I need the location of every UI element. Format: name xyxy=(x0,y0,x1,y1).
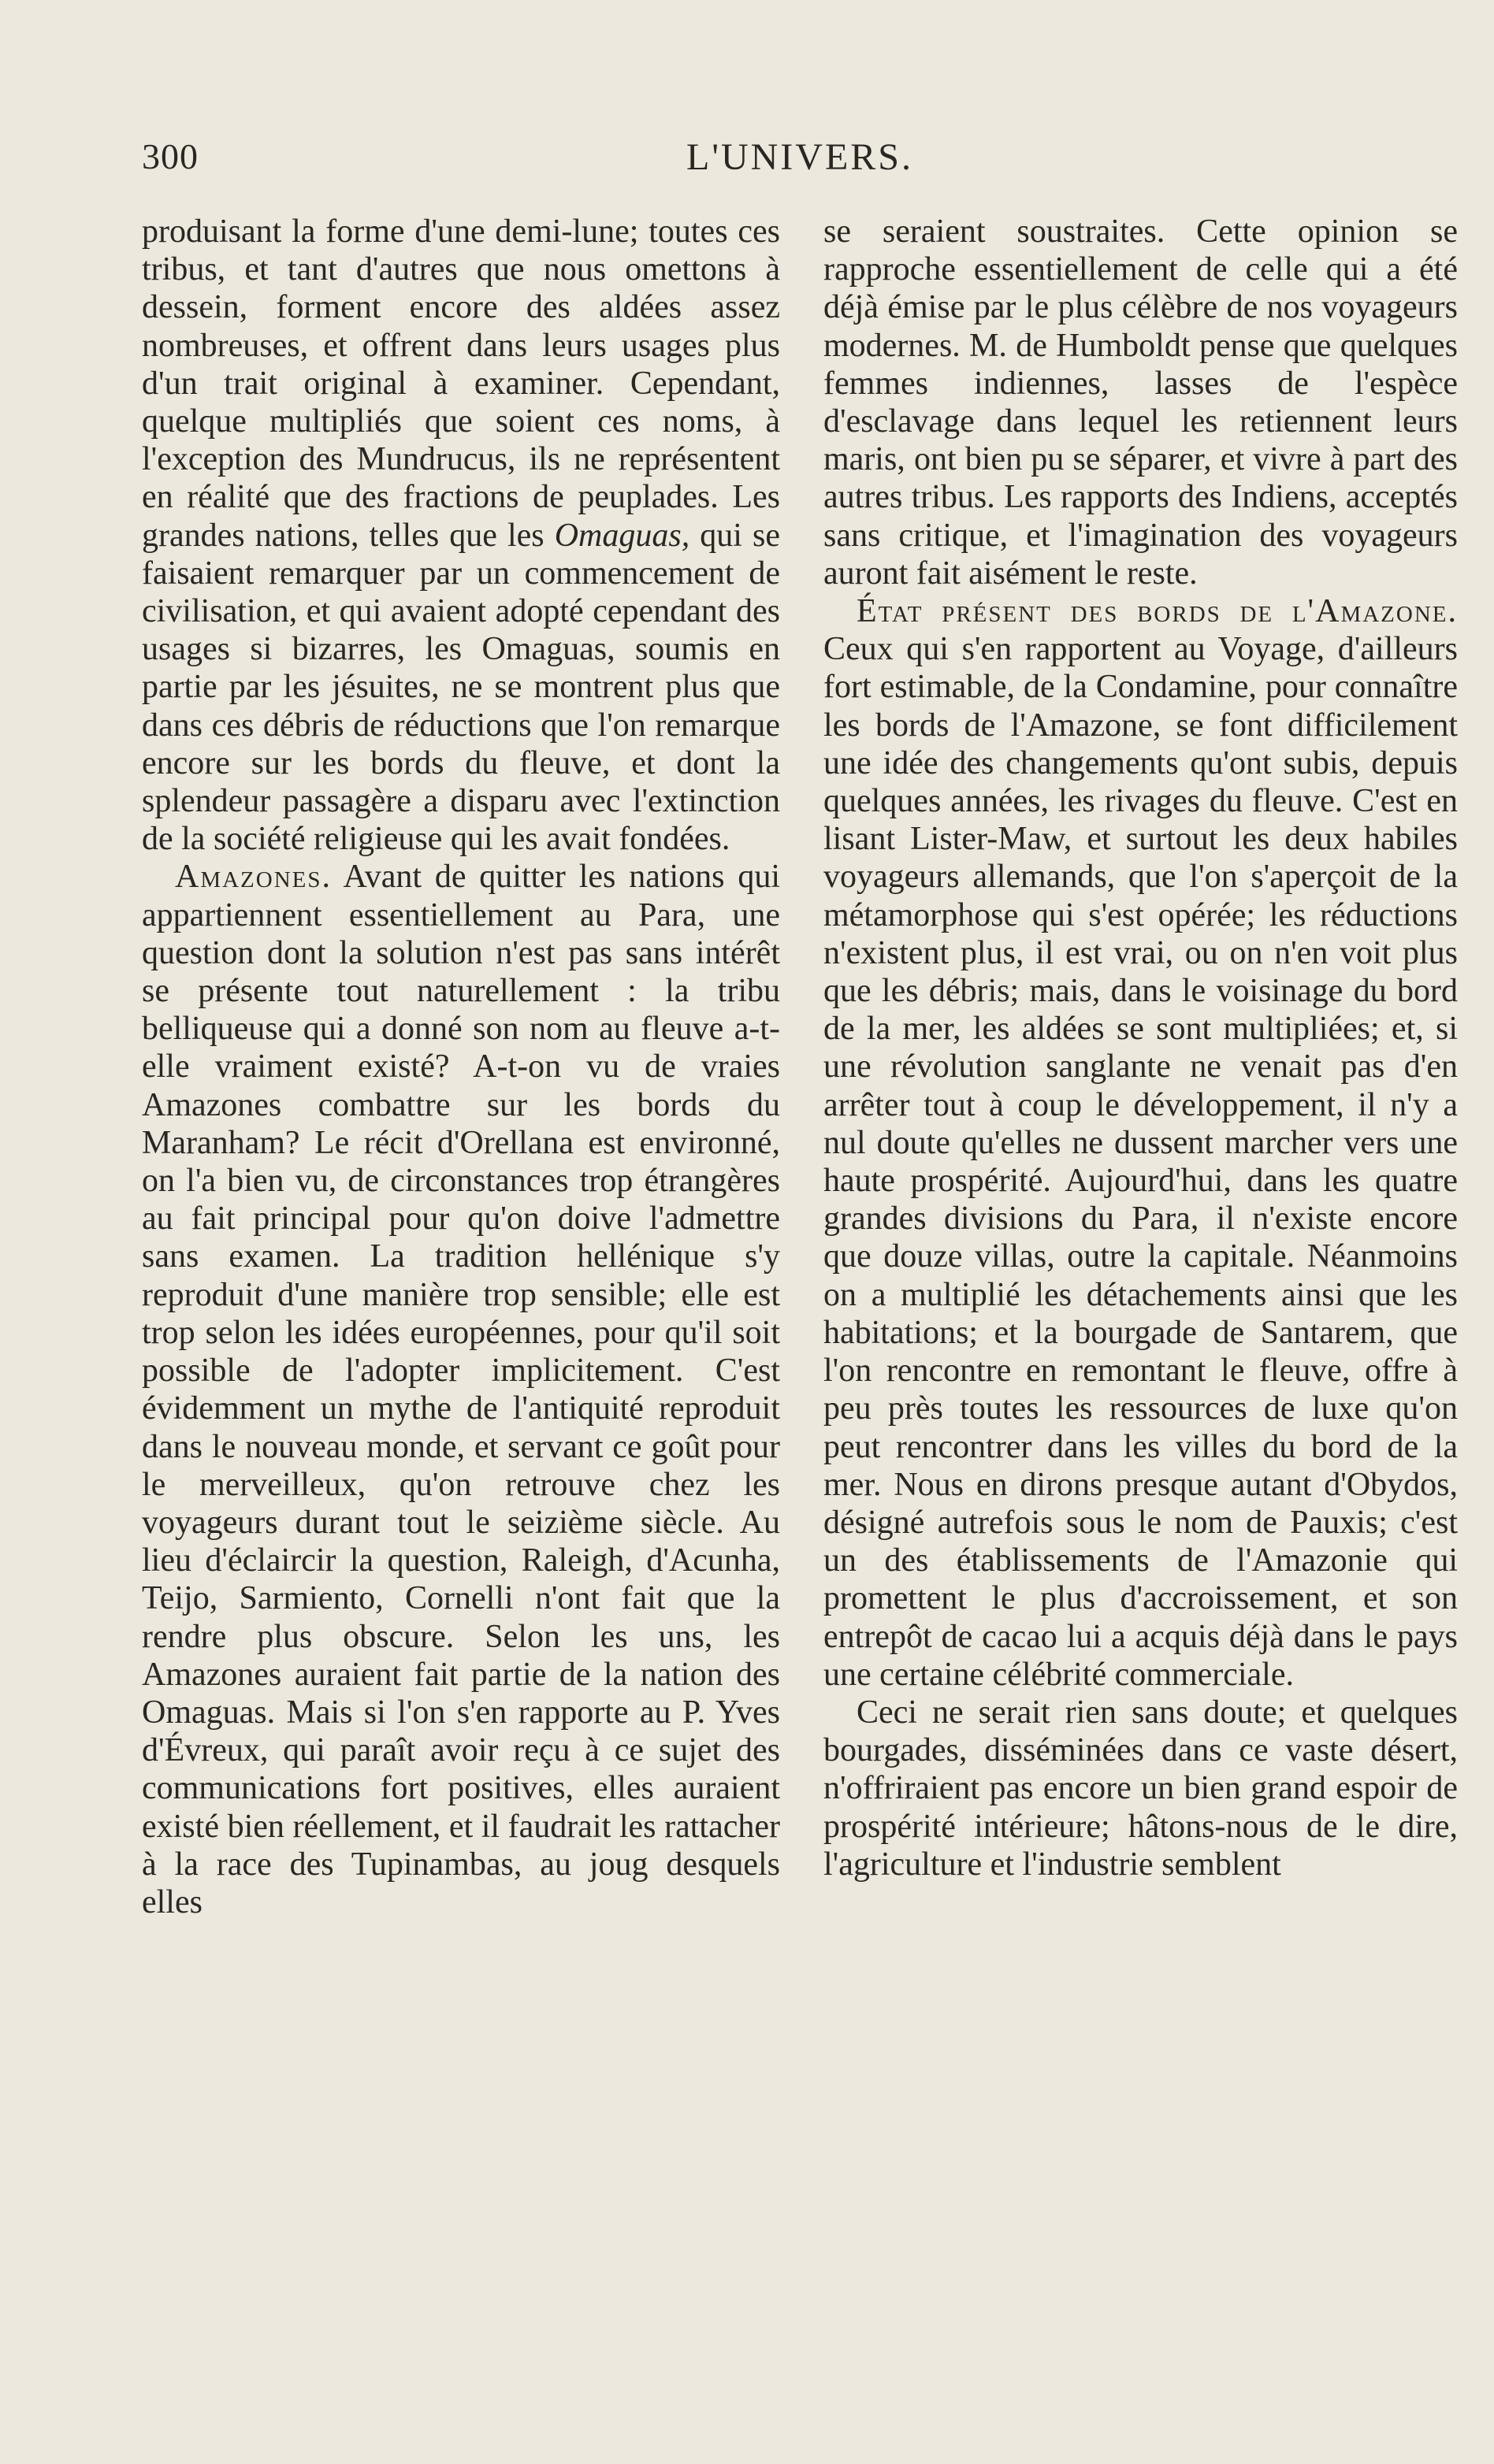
paragraph-etat-present-text: Ceux qui s'en rapportent au Voyage, d'ailleurs fort estimable, de la Condamine, pour connaître les bords de l'Amazone, se font difficilement une idée des changements qu'ont subis, depuis quelques années, les rivages du fleuve. C'est en lisant Lister-Maw, et surtout les deux habiles voyageurs allemands, que l'on s'aperçoit de la métamorphose qui s'est opérée; les réductions n'existent plus, il est vrai, ou on n'en voit plus que les débris; mais, dans le voisinage du bord de la mer, les aldées se sont multipliées; et, si une révolution sanglante ne venait pas d'en arrêter tout à coup le développement, il n'y a nul doute qu'elles ne dussent marcher vers une haute prospérité. Aujourd'hui, dans les quatre grandes divisions du Para, il n'existe encore que douze villas, outre la capitale. Néanmoins on a multiplié les détachements ainsi que les habitations; et la bourgade de Santarem, que l'on rencontre en remontant le fleuve, offre à peu près toutes les ressources de luxe qu'on peut rencontrer dans les villes du bord de la mer. Nous en dirons presque autant d'Obydos, désigné autrefois sous le nom de Pauxis; c'est un des établissements de l'Amazonie qui promettent le plus d'accroissement, et son entrepôt de cacao lui a acquis déjà dans le pays une certaine célébrité commerciale. xyxy=(823,631,1458,1693)
paragraph-tribes-text: produisant la forme d'une demi-lune; toutes ces tribus, et tant d'autres que nous omettons à dessein, forment encore des aldées assez nombreuses, et offrent dans leurs usages plus d'un trait original à examiner. Cependant, quelque multipliés que soient ces noms, à l'exception des Mundrucus, ils ne représentent en réalité que des fractions de peuplades. Les grandes nations, telles que les xyxy=(142,213,780,554)
paragraph-humboldt: se seraient soustraites. Cette opinion se rapproche essentiellement de celle qui a été déjà émise par le plus célèbre de nos voyageurs modernes. M. de Humboldt pense que quelques femmes indiennes, lasses de l'espèce d'esclavage dans lequel les retiennent leurs maris, ont bien pu se séparer, et vivre à part des autres tribus. Les rapports des Indiens, acceptés sans critique, et l'imagination des voyageurs auront fait aisément le reste. xyxy=(823,213,1458,592)
right-column xyxy=(823,213,1458,1883)
paragraph-tribes xyxy=(142,213,780,858)
paragraph-etat-present xyxy=(823,592,1458,1694)
page-header xyxy=(142,135,1458,199)
omaguas-italic: Omaguas, xyxy=(554,517,690,554)
section-heading-etat-present: État présent des bords de l'Amazone. xyxy=(857,593,1458,630)
running-title: L'UNIVERS. xyxy=(686,136,913,178)
page-number: 300 xyxy=(142,136,199,176)
paragraph-agriculture: Ceci ne serait rien sans doute; et quelques bourgades, disséminées dans ce vaste désert, n'offriraient pas encore un bien grand espoir de prospérité intérieure; hâtons-nous de le dire, l'agriculture et l'industrie semblent xyxy=(823,1694,1458,1883)
paragraph-amazones xyxy=(142,858,780,1921)
paragraph-amazones-text: Avant de quitter les nations qui appartiennent essentiellement au Para, une question dont la solution n'est pas sans intérêt se présente tout naturellement : la tribu belliqueuse qui a donné son nom au fleuve a-t-elle vraiment existé? A-t-on vu de vraies Amazones combattre sur les bords du Maranham? Le récit d'Orellana est environné, on l'a bien vu, de circonstances trop étrangères au fait principal pour qu'on doive l'admettre sans examen. La tradition hellénique s'y reproduit d'une manière trop sensible; elle est trop selon les idées européennes, pour qu'il soit possible de l'adopter implicitement. C'est évidemment un mythe de l'antiquité reproduit dans le nouveau monde, et servant ce goût pour le merveilleux, qu'on retrouve chez les voyageurs durant tout le seizième siècle. Au lieu d'éclaircir la question, Raleigh, d'Acunha, Teijo, Sarmiento, Cornelli n'ont fait que la rendre plus obscure. Selon les uns, les Amazones auraient fait partie de la nation des Omaguas. Mais si l'on s'en rapporte au P. Yves d'Évreux, qui paraît avoir reçu à ce sujet des communications fort positives, elles auraient existé bien réellement, et il faudrait les rattacher à la race des Tupinambas, au joug desquels elles xyxy=(142,859,780,1920)
section-heading-amazones: Amazones. xyxy=(175,859,333,896)
paragraph-tribes-rest: qui se faisaient remarquer par un commencement de civilisation, et qui avaient adopté cependant des usages si bizarres, les Omaguas, soumis en partie par les jésuites, ne se montrent plus que dans ces débris de réductions que l'on remarque encore sur les bords du fleuve, et dont la splendeur passagère a disparu avec l'extinction de la société religieuse qui les avait fondées. xyxy=(142,517,781,858)
left-column xyxy=(142,213,780,1921)
